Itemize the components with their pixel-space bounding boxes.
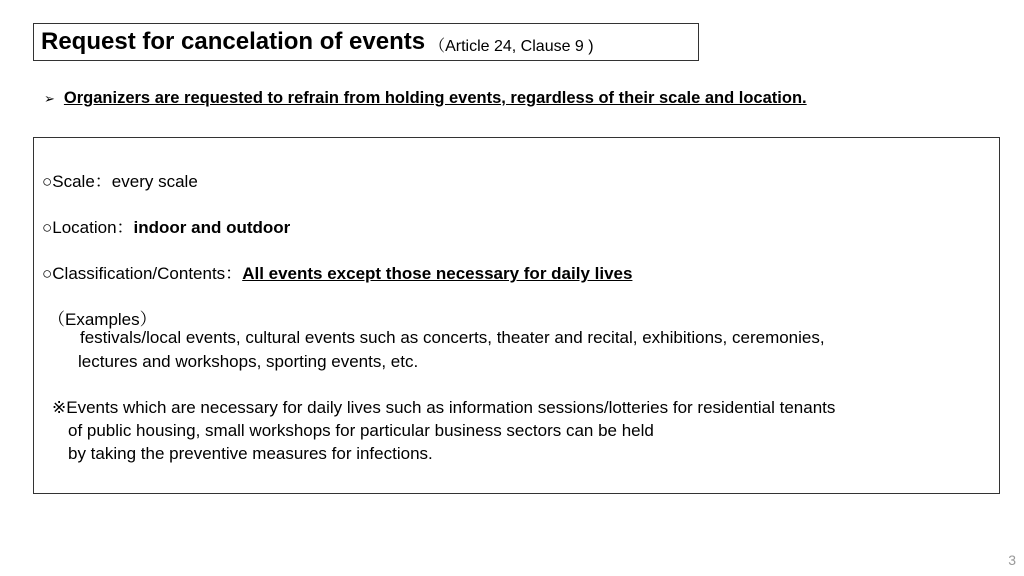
page-title: Request for cancelation of events [41, 28, 426, 55]
location-value: indoor and outdoor [133, 218, 291, 237]
scale-label: ○Scale： [42, 172, 112, 191]
title-article-reference: （Article 24, Clause 9 ) [429, 37, 594, 55]
classification-value: All events except those necessary for daily lives [242, 264, 633, 283]
classification-row [42, 259, 632, 284]
examples-line-2: lectures and workshops, sporting events, etc. [78, 352, 419, 371]
headline-text: Organizers are requested to refrain from holding events, regardless of their scale and location. [63, 89, 807, 107]
title-box [33, 23, 699, 61]
headline [44, 89, 807, 108]
arrow-bullet-icon: ➢ [44, 90, 55, 106]
scale-value: every scale [111, 172, 198, 191]
note-line-1: ※Events which are necessary for daily lives such as information sessions/lotteries for residential tenants [52, 398, 836, 417]
classification-label: ○Classification/Contents： [42, 264, 243, 283]
examples-line-1: festivals/local events, cultural events such as concerts, theater and recital, exhibitions, ceremonies, [80, 328, 825, 347]
location-label: ○Location： [42, 218, 134, 237]
examples-heading: （Examples） [48, 310, 157, 329]
details-box [33, 137, 1000, 494]
note-line-2: of public housing, small workshops for particular business sectors can be held [68, 421, 654, 440]
page-number: 3 [1008, 552, 1016, 568]
note-line-3: by taking the preventive measures for infections. [68, 444, 433, 463]
scale-row [42, 167, 198, 192]
location-row [42, 213, 290, 238]
